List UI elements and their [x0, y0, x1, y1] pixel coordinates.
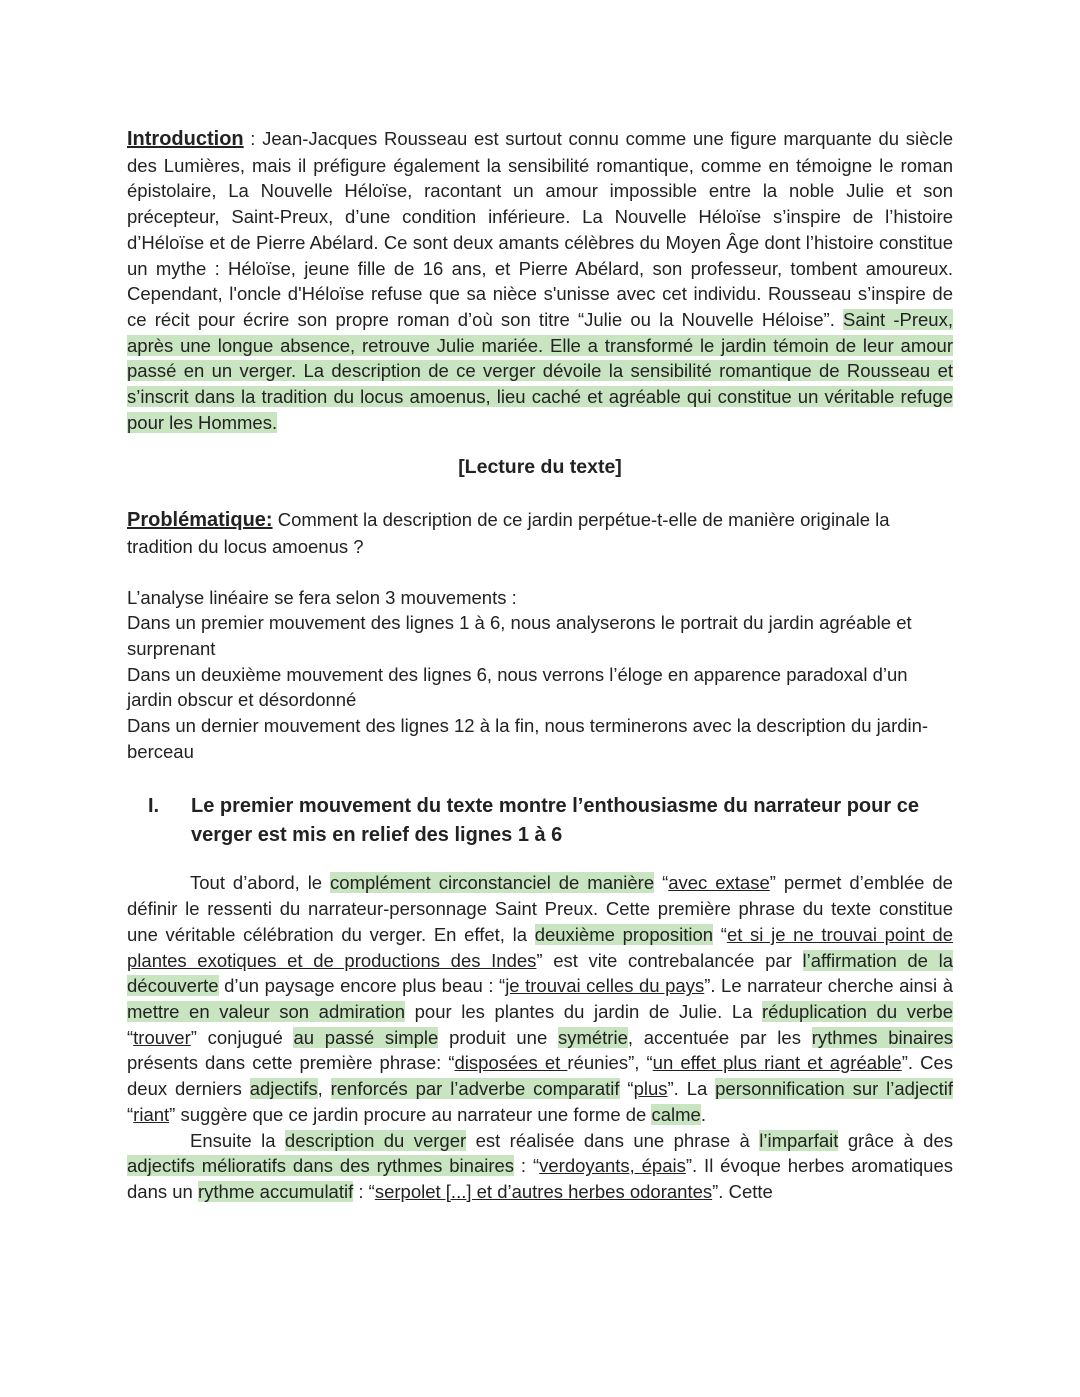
quote: plus	[633, 1078, 668, 1100]
highlight: l’affirmation de la découverte	[127, 949, 954, 997]
text-run: ,	[317, 1078, 331, 1100]
intro-sep: :	[243, 128, 263, 149]
quote: verdoyants, épais	[539, 1155, 686, 1177]
text-run: : “	[514, 1155, 540, 1177]
highlight: mettre en valeur son admiration	[127, 1000, 406, 1022]
problem-label: Problématique:	[127, 509, 273, 532]
highlight: rythmes binaires	[811, 1026, 954, 1048]
text-run: ”. Il évoque herbes aromatiques dans un	[127, 1155, 953, 1202]
quote: et si je ne trouvai point de plantes exotiques et de productions des Indes	[127, 923, 953, 971]
text-run: grâce à des	[838, 1129, 953, 1151]
plan-block	[127, 585, 953, 765]
section-heading	[127, 792, 953, 850]
text-run: pour les plantes du jardin de Julie. La	[405, 1000, 763, 1022]
highlight: adjectifs	[249, 1078, 318, 1100]
problem-paragraph	[127, 507, 953, 559]
text-run: “	[127, 1103, 134, 1125]
quote: disposées et	[454, 1052, 568, 1074]
highlight: deuxième proposition	[534, 923, 714, 945]
analysis-paragraph-2	[127, 1128, 953, 1205]
text-run: : “	[353, 1180, 375, 1202]
quote: riant	[133, 1103, 170, 1125]
text-run: ” suggère que ce jardin procure au narrateur une forme de	[169, 1103, 652, 1125]
text-run: Tout d’abord, le	[190, 872, 331, 894]
highlight: au passé simple	[293, 1026, 439, 1048]
text-run: ” permet d’emblée de définir le ressenti du narrateur-personnage Saint Preux. Cette première phrase du texte constitue une véritable célébration du verger. En effet, la	[127, 872, 953, 945]
reading-heading: [Lecture du texte]	[458, 456, 622, 479]
text-run: ” est vite contrebalancée par	[536, 949, 803, 971]
text-run: est réalisée dans une phrase à	[466, 1129, 760, 1151]
text-run: Ensuite la	[190, 1129, 285, 1151]
highlight: réduplication du verbe	[762, 1000, 953, 1022]
highlight: rythme accumulatif	[197, 1180, 354, 1202]
highlight: adjectifs mélioratifs dans des rythmes binaires	[127, 1155, 515, 1177]
highlight: calme	[651, 1103, 701, 1125]
intro-highlight: Saint -Preux, après une longue absence, retrouve Julie mariée. Elle a transformé le jardin témoin de leur amour passé en un verger. La description de ce verger dévoile la sensibilité romantique de Rousseau et s’inscrit dans la tradition du locus amoenus, lieu caché et agréable qui constitue un véritable refuge pour les Hommes.	[127, 308, 953, 433]
quote: je trouvai celles du pays	[505, 975, 705, 997]
text-run: “	[713, 923, 727, 945]
text-run: ”. Le narrateur cherche ainsi à	[704, 975, 953, 997]
intro-paragraph	[127, 126, 953, 435]
text-run: “	[654, 872, 669, 894]
text-run: “	[619, 1078, 634, 1100]
text-run: d’un paysage encore plus beau : “	[218, 975, 506, 997]
plan-movement-1: Dans un premier mouvement des lignes 1 à 6, nous analyserons le portrait du jardin agréable et surprenant	[127, 612, 912, 659]
highlight: symétrie	[557, 1026, 628, 1048]
plan-movement-2: Dans un deuxième mouvement des lignes 6, nous verrons l’éloge en apparence paradoxal d’un jardin obscur et désordonné	[127, 663, 908, 711]
highlight: personnification sur l’adjectif	[715, 1078, 954, 1100]
problem-text: Comment la description de ce jardin perpétue-t-elle de manière originale la tradition du locus amoenus ?	[127, 509, 890, 557]
document-page	[127, 126, 953, 1205]
highlight: complément circonstanciel de manière	[330, 872, 655, 894]
text-run: ”. Cette	[712, 1180, 773, 1202]
text-run: ” conjugué	[190, 1026, 294, 1048]
text-run: ”. Ces deux derniers	[127, 1052, 954, 1100]
quote: un effet plus riant et agréable	[652, 1052, 902, 1074]
plan-intro: L’analyse linéaire se fera selon 3 mouvements :	[127, 586, 517, 608]
text-run: présents dans cette première phrase: “	[127, 1052, 455, 1074]
quote: serpolet [...] et d’autres herbes odorantes	[374, 1180, 713, 1202]
text-run: .	[700, 1103, 706, 1125]
quote: avec extase	[668, 872, 770, 894]
highlight: l’imparfait	[759, 1129, 839, 1151]
highlight: renforcés par l’adverbe comparatif	[330, 1078, 620, 1100]
text-run: ”. La	[667, 1078, 716, 1100]
section-number: I.	[148, 795, 160, 818]
plan-movement-3: Dans un dernier mouvement des lignes 12 à la fin, nous terminerons avec la description du jardin-berceau	[127, 715, 929, 762]
text-run: , accentuée par les	[627, 1026, 812, 1048]
analysis-paragraph-1	[127, 870, 953, 1127]
section-title: Le premier mouvement du texte montre l’enthousiasme du narrateur pour ce verger est mis en relief des lignes 1 à 6	[191, 795, 919, 847]
quote: trouver	[133, 1026, 191, 1048]
text-run: produit une	[438, 1026, 558, 1048]
text-run: “	[127, 1026, 134, 1048]
highlight: description du verger	[284, 1129, 467, 1151]
text-run: réunies”, “	[567, 1052, 653, 1074]
intro-label: Introduction	[127, 128, 244, 150]
intro-text: Jean-Jacques Rousseau est surtout connu comme une figure marquante du siècle des Lumières, mais il préfigure également la sensibilité romantique, comme en témoigne le roman épistolaire, La Nouvelle Héloïse, racontant un amour impossible entre la noble Julie et son précepteur, Saint-Preux, d’une condition inférieure. La Nouvelle Héloïse s’inspire de l’histoire d’Héloïse et de Pierre Abélard. Ce sont deux amants célèbres du Moyen Âge dont l’histoire constitue un mythe : Héloïse, jeune fille de 16 ans, et Pierre Abélard, son professeur, tombent amoureux. Cependant, l'oncle d'Héloïse refuse que sa nièce s'unisse avec cet individu. Rousseau s’inspire de ce récit pour écrire son propre roman d’où son titre “Julie ou la Nouvelle Héloise”.	[127, 128, 954, 330]
